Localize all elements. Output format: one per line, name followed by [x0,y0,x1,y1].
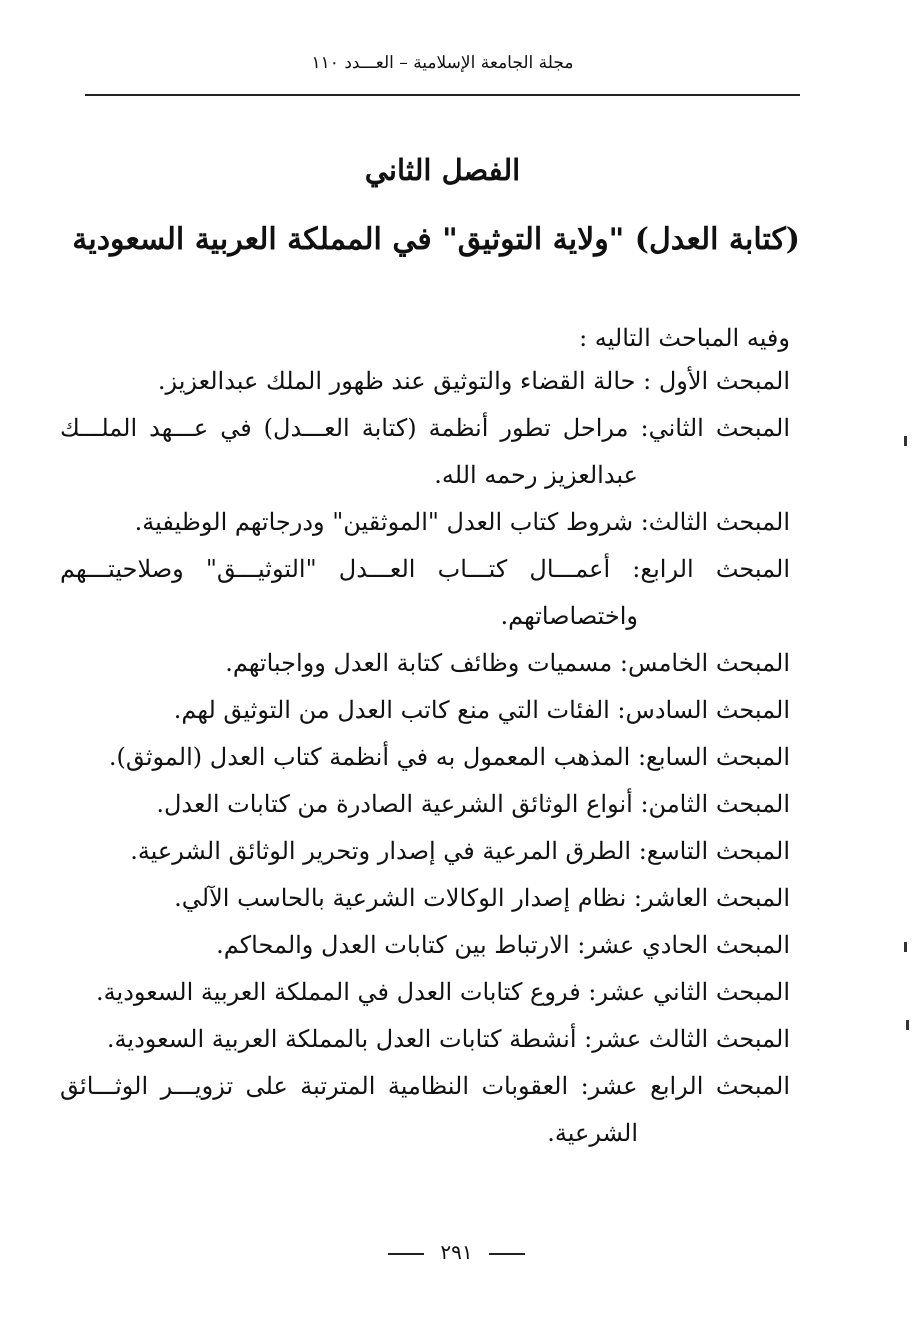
section-item [60,922,790,969]
chapter-contents [60,318,790,1157]
section-line: المبحث الرابع: أعمـــال كتـــاب العـــدل "التوثيـــق" وصلاحيتـــهم [60,555,790,583]
section-item [60,640,790,687]
page-footer [0,1240,913,1264]
section-item [60,499,790,546]
footer-dash-right [388,1253,424,1255]
section-line: المبحث الثاني: مراحل تطور أنظمة (كتابة العـــدل) في عـــهد الملـــك [60,414,790,442]
section-line: المبحث السادس: الفئات التي منع كاتب العدل من التوثيق لهم. [173,696,790,724]
margin-mark [904,942,907,952]
section-item [60,546,790,640]
header-divider [85,94,800,96]
section-line-continuation: واختصاصاتهم. [500,602,638,630]
section-line: المبحث الخامس: مسميات وظائف كتابة العدل وواجباتهم. [225,649,790,677]
running-header [85,52,800,74]
section-line: المبحث العاشر: نظام إصدار الوكالات الشرعية بالحاسب الآلي. [174,884,790,912]
section-line: المبحث الحادي عشر: الارتباط بين كتابات العدل والمحاكم. [216,931,790,959]
section-item [60,358,790,405]
section-line: المبحث الأول : حالة القضاء والتوثيق عند ظهور الملك عبدالعزيز. [157,367,790,395]
section-item [60,875,790,922]
running-title: مجلة الجامعة الإسلامية – العـــدد ١١٠ [311,53,574,73]
section-item [60,1016,790,1063]
section-item [60,1063,790,1157]
section-line-continuation: عبدالعزيز رحمه الله. [434,461,638,489]
sections-list [60,358,790,1157]
section-item [60,734,790,781]
section-line: المبحث السابع: المذهب المعمول به في أنظمة كتاب العدل (الموثق). [108,743,790,771]
section-line: المبحث الثالث عشر: أنشطة كتابات العدل بالمملكة العربية السعودية. [106,1025,790,1053]
section-line: المبحث الثامن: أنواع الوثائق الشرعية الصادرة من كتابات العدل. [156,790,790,818]
section-item [60,405,790,499]
section-line-continuation: الشرعية. [547,1119,638,1147]
section-line: المبحث الرابع عشر: العقوبات النظامية المترتبة على تزويـــر الوثـــائق [60,1072,790,1100]
section-item [60,781,790,828]
page-number: ٢٩١ [440,1240,473,1264]
footer-dash-left [489,1253,525,1255]
chapter-title: الفصل الثاني [364,153,521,187]
chapter-subtitle: (كتابة العدل) "ولاية التوثيق" في المملكة العربية السعودية [72,222,800,257]
section-item [60,969,790,1016]
contents-intro: وفيه المباحث التاليه : [579,324,790,352]
section-line: المبحث الثاني عشر: فروع كتابات العدل في المملكة العربية السعودية. [96,978,790,1006]
margin-mark [906,1020,909,1030]
section-item [60,687,790,734]
section-item [60,828,790,875]
margin-mark [904,436,907,446]
section-line: المبحث التاسع: الطرق المرعية في إصدار وتحرير الوثائق الشرعية. [130,837,790,865]
section-line: المبحث الثالث: شروط كتاب العدل "الموثقين" ودرجاتهم الوظيفية. [134,508,790,536]
